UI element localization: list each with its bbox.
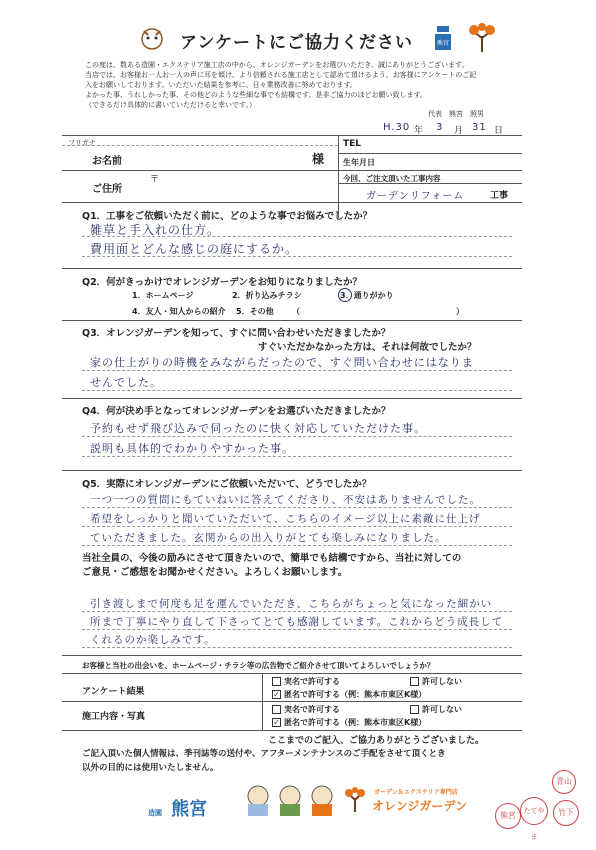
- q5-answer: ていただきました。玄関からの出入りがとても楽しみになりました。: [90, 532, 447, 544]
- date-day-suffix: 日: [494, 126, 504, 136]
- survey-anonymous-option[interactable]: [272, 689, 426, 700]
- q1-answer: 費用面とどんな感じの庭にするか。: [90, 242, 299, 256]
- comments-label-2: ご意見・ご感想をお聞かせください。よろしくお願いします。: [82, 567, 348, 578]
- intro-text: [85, 60, 555, 110]
- q1-answer: 雑草と手入れの仕方。: [90, 223, 221, 237]
- q2-option-referral[interactable]: 4．友人・知人からの紹介: [132, 307, 226, 316]
- name-label: お名前: [92, 156, 122, 167]
- logo-sub: 造園: [148, 809, 162, 817]
- option-label: 匿名で許可する（例：熊本市東区K様）: [284, 690, 427, 699]
- intro-line: 当店では、お客様お一人お一人の声に耳を傾け、より信頼される施工店として認めて頂けるよう、お客様にアンケートのご記: [85, 71, 477, 79]
- company-badge-icon: [433, 24, 453, 54]
- svg-text:熊宮: 熊宮: [436, 40, 450, 47]
- option-label: 実名で許可する: [284, 705, 340, 714]
- furigana-label: フリガナ: [68, 139, 96, 147]
- permission-row-survey-label: アンケート結果: [82, 687, 145, 697]
- date-year: H.30: [383, 122, 411, 133]
- intro-line: （できるだけ具体的に書いていただけると幸いです。）: [85, 101, 256, 109]
- q2-option-flyer[interactable]: 2．折り込みチラシ: [232, 291, 302, 300]
- option-label: 匿名で許可する（例：熊本市東区K様）: [284, 718, 427, 727]
- kumamiya-logo: [148, 795, 207, 821]
- postal-mark: 〒: [150, 175, 160, 185]
- permission-row-photo-label: 施工内容・写真: [82, 712, 146, 722]
- q5-answer: 一つ一つの質問にもていねいに答えてくださり、不安はありませんでした。: [90, 494, 481, 506]
- date-month: 3: [436, 122, 444, 133]
- q2-label: Q2．何がきっかけでオレンジガーデンをお知りになりましたか？: [82, 277, 363, 288]
- q5-answer: 希望をしっかりと聞いていただいて、こちらのイメージ以上に素敵に仕上げ: [90, 513, 481, 525]
- intro-line: 入をお願いしております。いただいた結果を参考に、日々業務改善に努めております。: [85, 81, 357, 89]
- seal-stamp: たてやま: [520, 797, 548, 825]
- comments-answer: 引き渡しまで何度も足を運んでいただき、こちらがちょっと気になった細かい: [90, 598, 493, 610]
- work-value: ガーデンリフォーム: [366, 191, 465, 202]
- checkbox-checked[interactable]: ✓: [273, 690, 280, 699]
- privacy-text-2: 以外の目的には使用いたしません。: [82, 763, 219, 773]
- tel-label: TEL: [343, 139, 362, 149]
- logo-text: 熊宮: [171, 799, 208, 820]
- mascot-icon: [138, 27, 166, 51]
- survey-realname-option[interactable]: [272, 676, 340, 687]
- seal-stamp: 熊宮: [495, 803, 521, 829]
- intro-line: よかった事、うれしかった事、その他どのような些細な事でも結構です。是非ご協力のほどお願い致します。: [85, 91, 427, 99]
- seal-stamp: 竹下: [553, 800, 579, 826]
- q2-option-other[interactable]: 5．その他: [236, 307, 274, 316]
- work-suffix: 工事: [490, 191, 509, 201]
- q2-paren-open: （: [292, 307, 300, 316]
- checkbox-checked[interactable]: ✓: [273, 718, 280, 727]
- checkbox[interactable]: [410, 677, 419, 686]
- page-title: アンケートにご協力ください: [180, 33, 413, 53]
- work-label: 今回、ご注文頂いた工事内容: [343, 174, 441, 183]
- date-day: 31: [472, 122, 487, 133]
- checkbox[interactable]: [410, 705, 419, 714]
- comments-answer: 所まで丁寧にやり直して下さってとても感謝しています。これからどう成長して: [90, 616, 504, 628]
- permission-intro: お客様と当社の出会いを、ホームページ・チラシ等の広告物でご紹介させて頂いてよろしいでしょうか？: [82, 661, 435, 670]
- thanks-text: ここまでのご記入、ご協力ありがとうございました。: [268, 736, 485, 746]
- checkbox[interactable]: [272, 705, 281, 714]
- orange-garden-logo-text: オレンジガーデン: [372, 799, 468, 813]
- q4-answer: 説明も具体的でわかりやすかった事。: [90, 442, 294, 455]
- q3-sublabel: すぐいただかなかった方は、それは何故でしたか？: [258, 342, 477, 353]
- q3-answer: せんでした。: [90, 376, 162, 389]
- date-month-suffix: 月: [454, 126, 464, 136]
- q3-label: Q3．オレンジガーデンを知って、すぐに問い合わせいただきましたか？: [82, 328, 391, 339]
- q4-label: Q4．何が決め手となってオレンジガーデンをお選びいただきましたか？: [82, 406, 391, 417]
- option-label: 実名で許可する: [284, 677, 340, 686]
- comments-answer: くれるのか楽しみです。: [90, 634, 216, 646]
- orange-garden-logo-icon: [344, 786, 366, 814]
- q5-label: Q5．実際にオレンジガーデンにご依頼いただいて、どうでしたか？: [82, 479, 372, 490]
- option-label: 許可しない: [422, 705, 462, 714]
- checkbox[interactable]: [272, 677, 281, 686]
- orange-garden-logo-sub: ガーデン＆エクステリア専門店: [374, 789, 458, 796]
- photo-realname-option[interactable]: [272, 704, 340, 715]
- address-label: ご住所: [92, 184, 122, 195]
- q2-option-passing[interactable]: 3．通りがかり: [340, 291, 394, 300]
- photo-deny-option[interactable]: [410, 704, 462, 715]
- photo-anonymous-option[interactable]: [272, 717, 426, 728]
- q2-paren-close: ）: [456, 307, 464, 316]
- option-label: 許可しない: [422, 677, 462, 686]
- q4-answer: 予約もせず飛び込みで伺ったのに快く対応していただけた事。: [90, 422, 426, 435]
- date-year-suffix: 年: [414, 126, 424, 136]
- comments-label-1: 当社全員の、今後の励みにさせて頂きたいので、簡単でも結構ですから、当社に対しての: [82, 553, 462, 564]
- honorific: 様: [312, 152, 325, 166]
- seal-stamp: 青山: [552, 770, 576, 794]
- orange-tree-icon: [468, 22, 496, 54]
- intro-line: この度は、数ある造園・エクステリア施工店の中から、オレンジガーデンをお選びいただき、誠にありがとうございます。: [85, 61, 469, 69]
- q3-answer: 家の仕上がりの時機をみながらだったので、すぐ問い合わせにはなりま: [90, 356, 474, 369]
- signature: 代表 熊宮 照男: [428, 110, 484, 118]
- q2-option-homepage[interactable]: 1．ホームページ: [132, 291, 194, 300]
- q1-label: Q1．工事をご依頼いただく前に、どのような事でお悩みでしたか？: [82, 211, 373, 222]
- survey-deny-option[interactable]: [410, 676, 462, 687]
- privacy-text-1: ご記入頂いた個人情報は、季刊誌等の送付や、アフターメンテナンスのご手配をさせて頂くとき: [82, 749, 446, 759]
- mascot-group-icon: [240, 782, 340, 818]
- birth-label: 生年月日: [343, 158, 375, 167]
